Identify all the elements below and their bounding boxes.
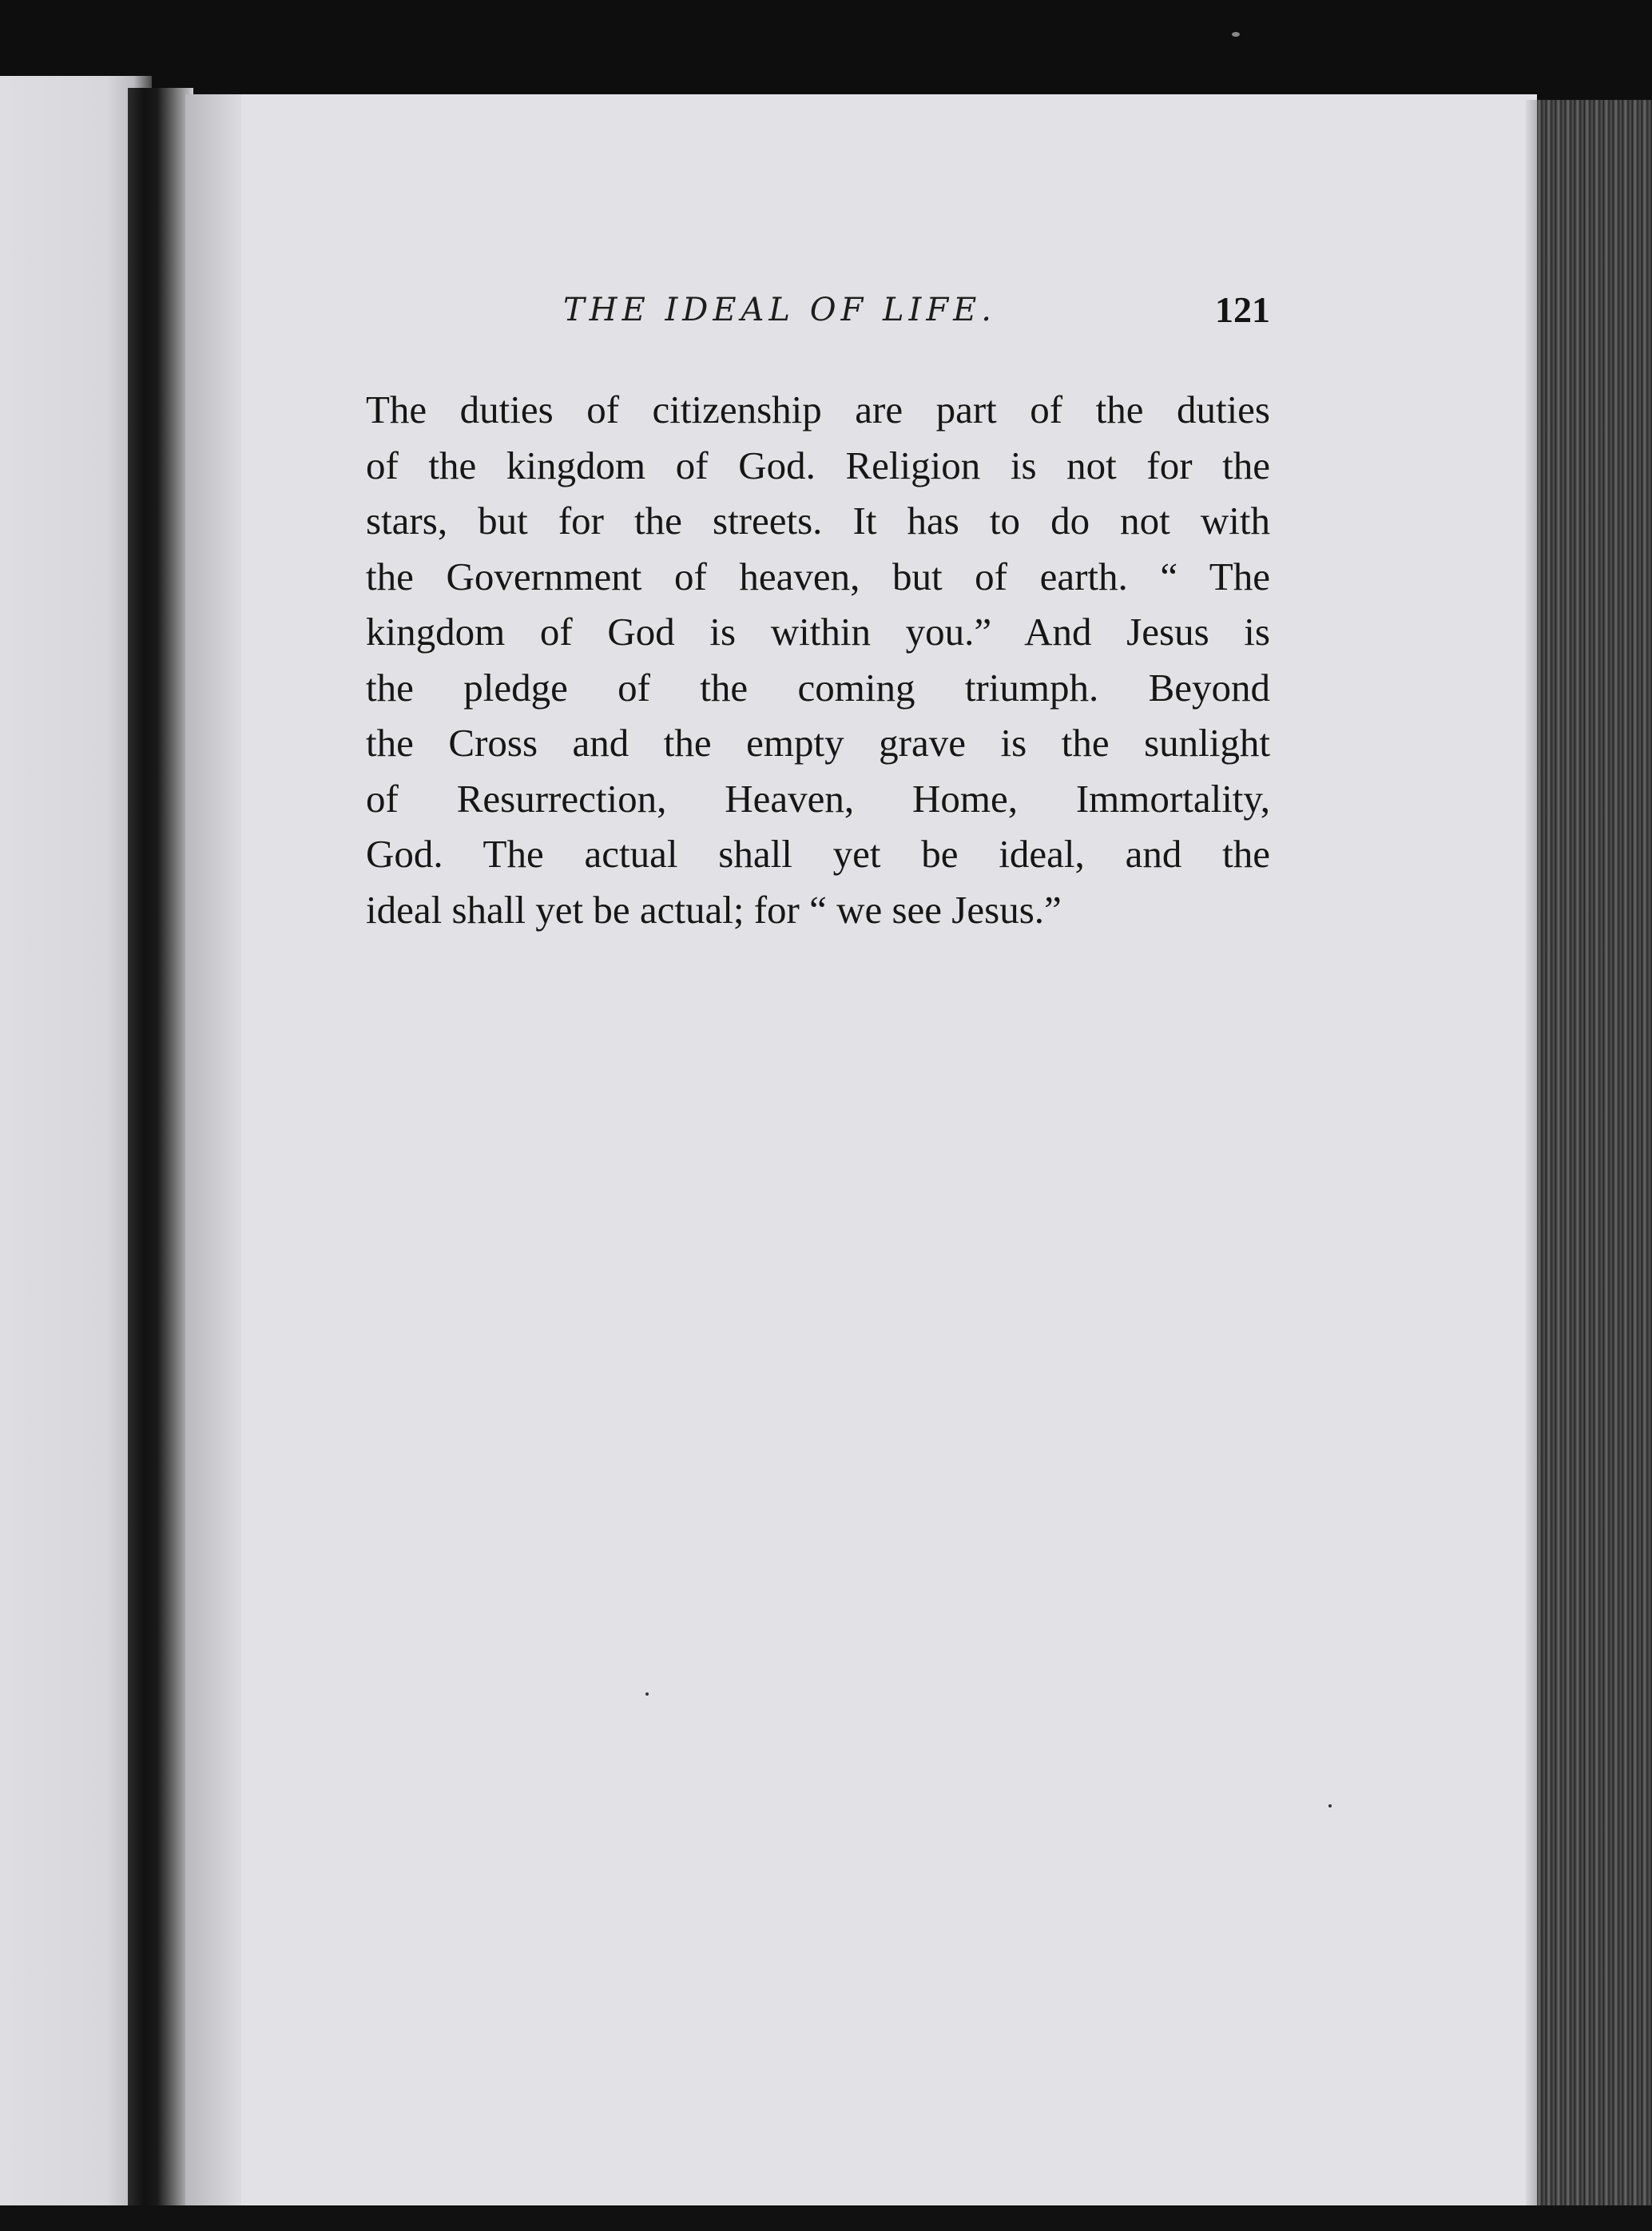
body-paragraph bbox=[366, 382, 1270, 937]
text-line: ideal shall yet be actual; for “ we see Jesus.” bbox=[366, 887, 1062, 932]
scan-bottom-border bbox=[0, 2205, 1652, 2231]
text-line: the Cross and the empty grave is the sunlight bbox=[366, 721, 1270, 765]
scan-speck bbox=[1328, 1804, 1332, 1807]
scan-top-border bbox=[0, 0, 1652, 100]
text-line: stars, but for the streets. It has to do not with bbox=[366, 499, 1270, 543]
text-line: of Resurrection, Heaven, Home, Immortality, bbox=[366, 776, 1270, 821]
scan-speck bbox=[645, 1692, 649, 1696]
page-header bbox=[363, 289, 1270, 340]
text-line: kingdom of God is within you.” And Jesus is bbox=[366, 610, 1270, 654]
text-line: the Government of heaven, but of earth. “ The bbox=[366, 554, 1270, 599]
scan-speck bbox=[1232, 32, 1240, 37]
page-number: 121 bbox=[1215, 289, 1270, 330]
running-head: THE IDEAL OF LIFE. bbox=[563, 292, 997, 328]
page-inner-shade bbox=[185, 94, 241, 2231]
text-line: God. The actual shall yet be ideal, and the bbox=[366, 832, 1270, 876]
text-line: of the kingdom of God. Religion is not for the bbox=[366, 443, 1270, 487]
book-gutter-shadow bbox=[128, 88, 193, 2231]
book-block-edges bbox=[1537, 100, 1652, 2231]
text-line: The duties of citizenship are part of the duties bbox=[366, 388, 1270, 431]
text-line: the pledge of the coming triumph. Beyond bbox=[366, 665, 1270, 710]
